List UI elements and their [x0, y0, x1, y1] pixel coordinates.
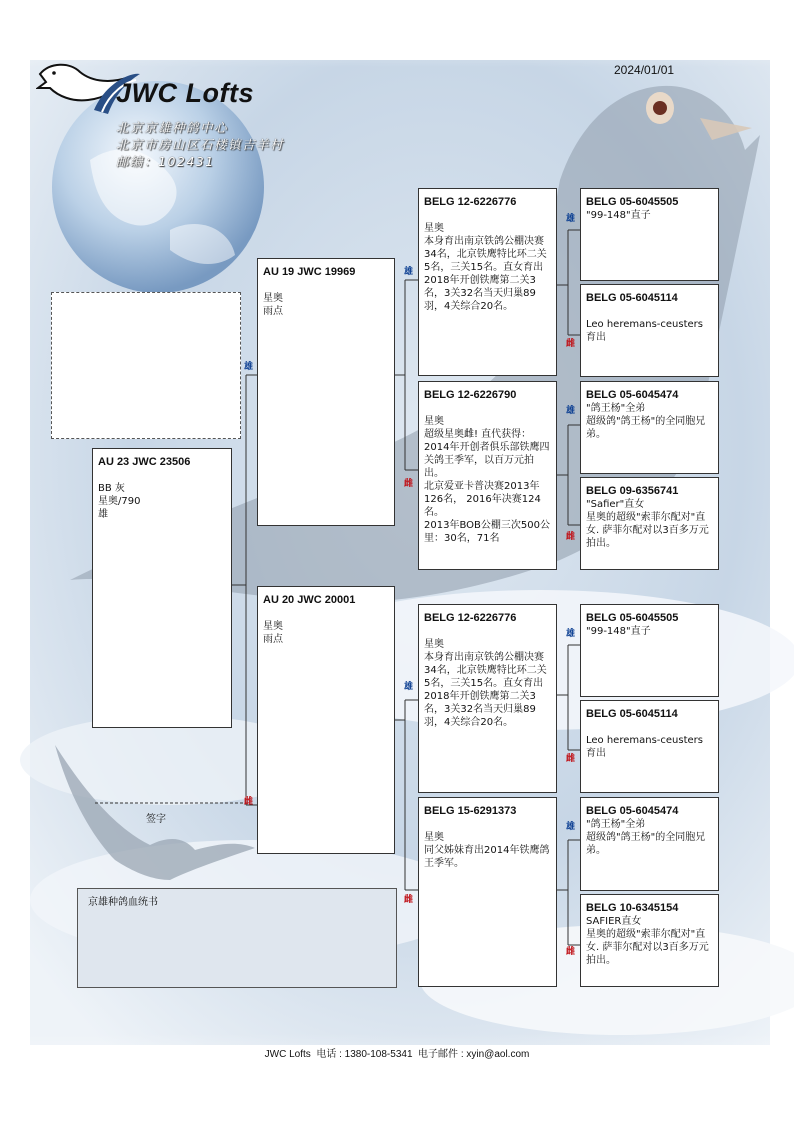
org-postcode: 邮编：102431 [116, 154, 215, 169]
gen3-2-sex-mark: 雌 [402, 478, 412, 487]
gen4-card-3 [580, 381, 719, 474]
gen4-ring-number: BELG 10-6345154 [586, 902, 679, 914]
dam-card [257, 586, 395, 854]
document-date: 2024/01/01 [614, 63, 675, 77]
subject-info: BB 灰 星奥/790 雄 [98, 483, 141, 520]
gen4-3-sex-mark: 雄 [564, 405, 574, 414]
gen4-card-7 [580, 797, 719, 891]
gen3-ring-number: BELG 12-6226790 [424, 389, 517, 401]
gen3-info: 星奥 同父姊妹育出2014年铁鹰鸽王季军。 [424, 832, 550, 869]
gen4-info: Leo heremans-ceusters 育出 [586, 319, 703, 343]
signature-label: 签字 [146, 814, 166, 825]
sire-info: 星奥 雨点 [263, 293, 283, 317]
gen4-info: SAFIER直女 星奥的超级"索菲尔配对"直女. 萨菲尔配对以3百多万元拍出。 [586, 916, 709, 966]
gen4-card-5 [580, 604, 719, 697]
gen4-ring-number: BELG 05-6045474 [586, 389, 679, 401]
gen4-6-sex-mark: 雌 [564, 753, 574, 762]
gen3-1-sex-mark: 雄 [402, 266, 412, 275]
sire-card [257, 258, 395, 526]
dam-info: 星奥 雨点 [263, 621, 283, 645]
gen4-info: "99-148"直子 [586, 210, 651, 221]
gen3-ring-number: BELG 12-6226776 [424, 612, 517, 624]
sire-sex-mark: 雄 [242, 361, 252, 370]
gen3-info: 星奥 本身育出南京铁鸽公棚决赛34名，北京铁鹰特比环二关5名，三关15名。直女育出2018年开创铁鹰第二关3名，3关32名当天归巢89羽，4关综合20名。 [424, 639, 547, 728]
gen4-card-4 [580, 477, 719, 570]
gen3-ring-number: BELG 15-6291373 [424, 805, 517, 817]
footer-contact: JWC Lofts 电话 : 1380-108-5341 电子邮件 : xyin@aol.com [264, 1049, 530, 1060]
dam-sex-mark: 雌 [242, 796, 252, 805]
granddam-paternal-card [418, 381, 557, 570]
org-name: 北京京雄种鸽中心 [116, 120, 229, 135]
grandsire-maternal-card [418, 604, 557, 793]
granddam-maternal-card [418, 797, 557, 987]
gen4-info: "鸽王杨"全弟 超级鸽"鸽王杨"的全同胞兄弟。 [586, 403, 706, 440]
org-address: 北京市房山区石楼镇吉羊村 [116, 137, 285, 152]
subject-ring-number: AU 23 JWC 23506 [98, 456, 191, 468]
gen3-info: 星奥 超级星奥雌! 直代获得：2014年开创者俱乐部铁鹰四关鸽王季军，以百万元拍出。 北京爱亚卡普决赛2013年126名， 2016年决赛124名。 2013年BOB公棚三次500公里：30名，71名 [424, 416, 550, 544]
gen4-info: "鸽王杨"全弟 超级鸽"鸽王杨"的全同胞兄弟。 [586, 819, 706, 856]
gen4-1-sex-mark: 雄 [564, 213, 574, 222]
gen4-info: "99-148"直子 [586, 626, 651, 637]
gen4-ring-number: BELG 05-6045505 [586, 196, 679, 208]
gen4-ring-number: BELG 05-6045474 [586, 805, 679, 817]
gen4-2-sex-mark: 雌 [564, 338, 574, 347]
gen4-ring-number: BELG 09-6356741 [586, 485, 679, 497]
certificate-box [77, 888, 397, 988]
gen3-4-sex-mark: 雌 [402, 894, 412, 903]
gen4-card-8 [580, 894, 719, 987]
gen4-card-2 [580, 284, 719, 377]
gen3-3-sex-mark: 雄 [402, 681, 412, 690]
brand-logo: JWC Lofts [116, 78, 254, 108]
gen4-8-sex-mark: 雌 [564, 946, 574, 955]
grandsire-paternal-card [418, 188, 557, 376]
gen4-7-sex-mark: 雄 [564, 821, 574, 830]
subject-card [92, 448, 232, 728]
gen3-ring-number: BELG 12-6226776 [424, 196, 517, 208]
gen4-info: Leo heremans-ceusters 育出 [586, 735, 703, 759]
certificate-title: 京雄种鸽血统书 [88, 897, 158, 908]
gen4-ring-number: BELG 05-6045505 [586, 612, 679, 624]
gen4-card-1 [580, 188, 719, 281]
gen3-info: 星奥 本身育出南京铁鸽公棚决赛34名，北京铁鹰特比环二关5名，三关15名。直女育出2018年开创铁鹰第二关3名，3关32名当天归巢89羽，4关综合20名。 [424, 223, 547, 312]
dam-ring-number: AU 20 JWC 20001 [263, 594, 356, 606]
gen4-info: "Safier"直女 星奥的超级"索菲尔配对"直女. 萨菲尔配对以3百多万元拍出。 [586, 499, 709, 549]
gen4-ring-number: BELG 05-6045114 [586, 292, 678, 304]
gen4-ring-number: BELG 05-6045114 [586, 708, 678, 720]
gen4-5-sex-mark: 雄 [564, 628, 574, 637]
gen4-4-sex-mark: 雌 [564, 531, 574, 540]
sire-ring-number: AU 19 JWC 19969 [263, 266, 356, 278]
gen4-card-6 [580, 700, 719, 793]
